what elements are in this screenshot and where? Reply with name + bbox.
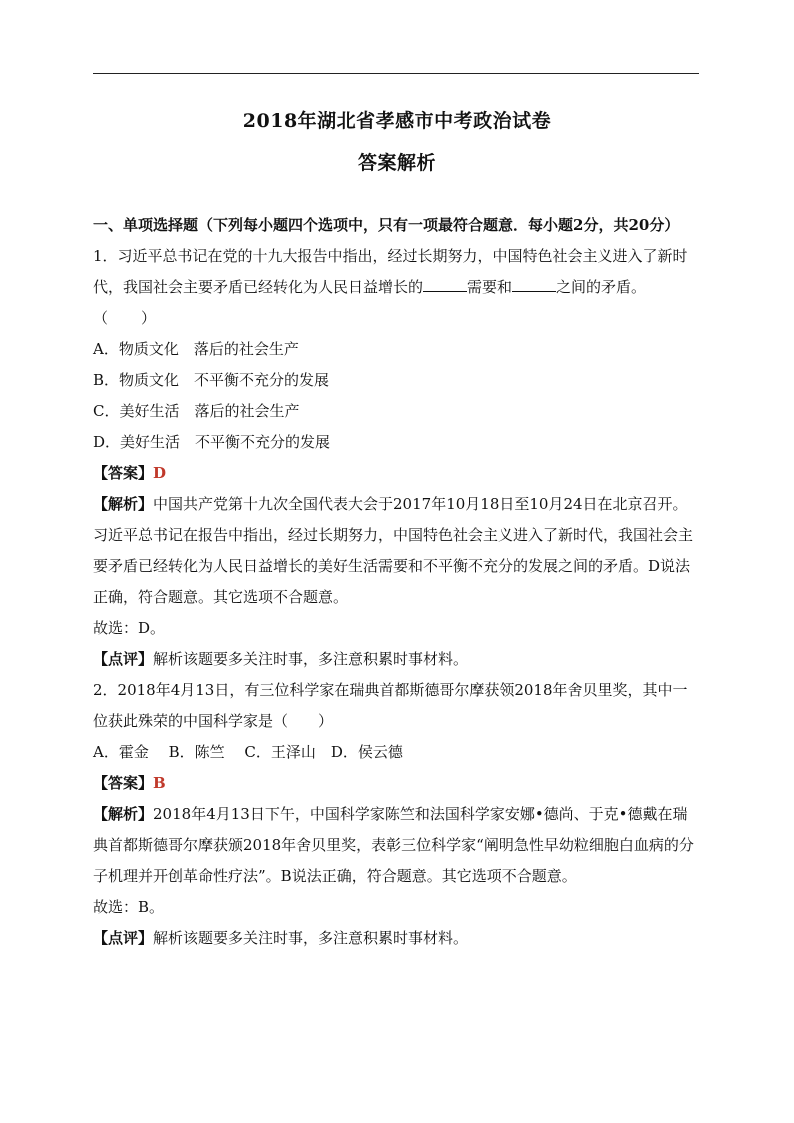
comment-text: 解析该题要多关注时事，多注意积累时事材料。 bbox=[153, 929, 469, 947]
question-1-stem-part2: 需要和 bbox=[467, 278, 513, 296]
analysis-label: 【解析】 bbox=[93, 805, 154, 823]
section-heading: 一、单项选择题（下列每小题四个选项中，只有一项最符合题意．每小题2分，共20分） bbox=[93, 216, 680, 234]
comment-text: 解析该题要多关注时事，多注意积累时事材料。 bbox=[153, 650, 469, 668]
question-1-stem-part3: 之间的矛盾。 bbox=[556, 278, 647, 296]
comment-label: 【点评】 bbox=[93, 650, 154, 668]
header-rule bbox=[93, 73, 699, 74]
question-2-analysis bbox=[93, 799, 699, 892]
analysis-text: 2018年4月13日下午，中国科学家陈竺和法国科学家安娜•德尚、于克•德戴在瑞典首都斯德哥尔摩获颁2018年舍贝里奖，表彰三位科学家“阐明急性早幼粒细胞白血病的分子机理并开创革命性疗法”。B说法正确，符合题意。其它选项不合题意。 bbox=[93, 805, 694, 885]
question-1-answer bbox=[93, 458, 699, 489]
question-1-analysis bbox=[93, 489, 699, 613]
document-body bbox=[93, 210, 699, 954]
question-1-option-b: B．物质文化 不平衡不充分的发展 bbox=[93, 371, 330, 389]
comment-label: 【点评】 bbox=[93, 929, 154, 947]
answer-value: D bbox=[153, 464, 167, 482]
question-1-stem-part1: 1．习近平总书记在党的十九大报告中指出，经过长期努力，中国特色社会主义进入了新时代，我国社会主要矛盾已经转化为人民日益增长的 bbox=[93, 247, 688, 296]
document-subtitle: 答案解析 bbox=[357, 152, 436, 174]
question-1-option-d: D．美好生活 不平衡不充分的发展 bbox=[93, 433, 331, 451]
answer-label: 【答案】 bbox=[93, 464, 154, 482]
question-1-option-c: C．美好生活 落后的社会生产 bbox=[93, 402, 300, 420]
document-title: 2018年湖北省孝感市中考政治试卷 bbox=[242, 110, 552, 132]
question-1-paren: （ ） bbox=[93, 309, 158, 327]
answer-value: B bbox=[153, 774, 166, 792]
question-2-answer bbox=[93, 768, 699, 799]
question-1-comment bbox=[93, 644, 699, 675]
question-2-comment bbox=[93, 923, 699, 954]
question-1-option-a: A．物质文化 落后的社会生产 bbox=[93, 340, 299, 358]
question-2-options: A．霍金 B．陈竺 C．王泽山 D．侯云德 bbox=[93, 743, 403, 761]
analysis-label: 【解析】 bbox=[93, 495, 154, 513]
analysis-text: 中国共产党第十九次全国代表大会于2017年10月18日至10月24日在北京召开。习近平总书记在报告中指出，经过长期努力，中国特色社会主义进入了新时代，我国社会主要矛盾已经转化为人民日益增长的美好生活需要和不平衡不充分的发展之间的矛盾。D说法正确，符合题意。其它选项不合题意。 bbox=[93, 495, 694, 606]
question-2-stem: 2．2018年4月13日，有三位科学家在瑞典首都斯德哥尔摩获领2018年舍贝里奖，其中一位获此殊荣的中国科学家是（ ） bbox=[93, 681, 688, 730]
answer-label: 【答案】 bbox=[93, 774, 154, 792]
question-2-choice: 故选：B。 bbox=[93, 898, 165, 916]
blank-2 bbox=[512, 275, 556, 292]
question-1-stem bbox=[93, 241, 699, 303]
question-1-choice: 故选：D。 bbox=[93, 619, 166, 637]
blank-1 bbox=[423, 275, 467, 292]
